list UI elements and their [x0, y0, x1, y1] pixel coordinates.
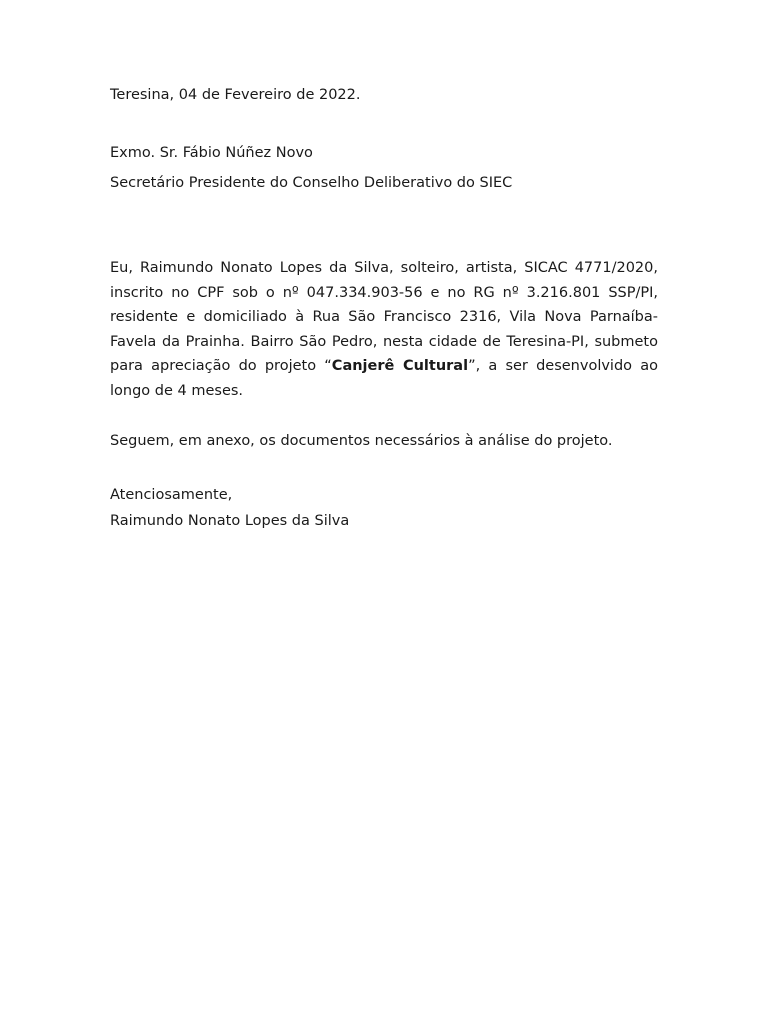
recipient-title: Secretário Presidente do Conselho Deliberativo do SIEC [110, 175, 513, 191]
body-text-after-project: ”, a ser desenvolvido ao longo de 4 meses. [110, 358, 658, 399]
body-text-before-project: Eu, Raimundo Nonato Lopes da Silva, solteiro, artista, SICAC 4771/2020, inscrito no CPF sob o nº 047.334.903-56 e no RG nº 3.216.801 SSP/PI, residente e domiciliado à Rua São Francisco 2316, Vila Nova Parnaíba-Favela da Prainha. Bairro São Pedro, nesta cidade de Teresina-PI, submeto para apreciação do projeto “ [110, 260, 658, 375]
project-name: Canjerê Cultural [331, 358, 469, 375]
signature-name: Raimundo Nonato Lopes da Silva [110, 513, 350, 529]
attachments-line: Seguem, em anexo, os documentos necessários à análise do projeto. [110, 433, 613, 449]
recipient-name: Exmo. Sr. Fábio Núñez Novo [110, 145, 313, 161]
body-paragraph [110, 256, 658, 404]
date-line: Teresina, 04 de Fevereiro de 2022. [110, 87, 361, 103]
closing-salutation: Atenciosamente, [110, 487, 233, 503]
